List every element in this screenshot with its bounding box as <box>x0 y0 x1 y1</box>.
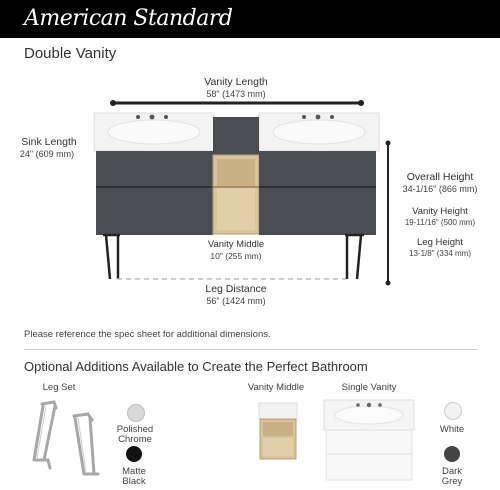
matte-black-line2: Black <box>122 476 146 487</box>
leg-height-label: Leg Height <box>417 237 463 248</box>
single-vanity-label: Single Vanity <box>341 382 397 393</box>
matte-black-swatch[interactable] <box>126 446 142 462</box>
sink-length-label: Sink Length <box>21 136 77 148</box>
vanity-height-label: Vanity Height <box>412 206 468 217</box>
polished-chrome-line2: Chrome <box>118 434 152 445</box>
right-sink <box>259 113 379 151</box>
vanity-middle-value: 10" (255 mm) <box>210 251 262 261</box>
leg-set-image <box>22 398 108 482</box>
middle-wood-cubby <box>213 155 259 234</box>
spec-note: Please reference the spec sheet for additional dimensions. <box>24 329 271 340</box>
overall-height-dimension-line <box>386 141 391 286</box>
brand-logo: American Standard <box>24 6 233 31</box>
white-label: White <box>439 424 465 435</box>
section-divider <box>24 349 477 350</box>
matte-black-line1: Matte <box>122 466 146 477</box>
single-vanity-image <box>322 398 416 482</box>
polished-chrome-swatch[interactable] <box>127 404 145 422</box>
left-sink <box>94 113 214 151</box>
middle-top-cabinet <box>213 117 259 155</box>
polished-chrome-line1: Polished <box>116 424 154 435</box>
optional-additions-title: Optional Additions Available to Create the Perfect Bathroom <box>24 359 368 374</box>
vanity-height-value: 19-11/16" (500 mm) <box>404 218 476 227</box>
dark-grey-line1: Dark <box>441 466 463 477</box>
page-title: Double Vanity <box>24 45 117 62</box>
right-cabinet <box>259 151 376 235</box>
leg-distance-label: Leg Distance <box>205 283 267 295</box>
left-cabinet <box>96 151 213 235</box>
overall-height-value: 34-1/16" (866 mm) <box>402 184 478 194</box>
vanity-middle-image <box>258 402 298 460</box>
leg-distance-value: 56" (1424 mm) <box>206 296 266 306</box>
brand-header <box>0 0 500 38</box>
optional-vanity-middle-label: Vanity Middle <box>247 382 305 393</box>
vanity-middle-label: Vanity Middle <box>207 239 265 250</box>
vanity-length-dimension-line <box>110 100 364 106</box>
leg-height-value: 13-1/8" (334 mm) <box>409 249 471 258</box>
overall-height-label: Overall Height <box>406 171 474 183</box>
leg-set-label: Leg Set <box>42 382 76 393</box>
dark-grey-swatch[interactable] <box>444 446 460 462</box>
white-swatch[interactable] <box>444 402 462 420</box>
vanity-length-value: 58" (1473 mm) <box>206 89 266 99</box>
sink-length-value: 24" (609 mm) <box>19 149 75 159</box>
dark-grey-line2: Grey <box>441 476 463 487</box>
vanity-length-label: Vanity Length <box>204 76 268 88</box>
